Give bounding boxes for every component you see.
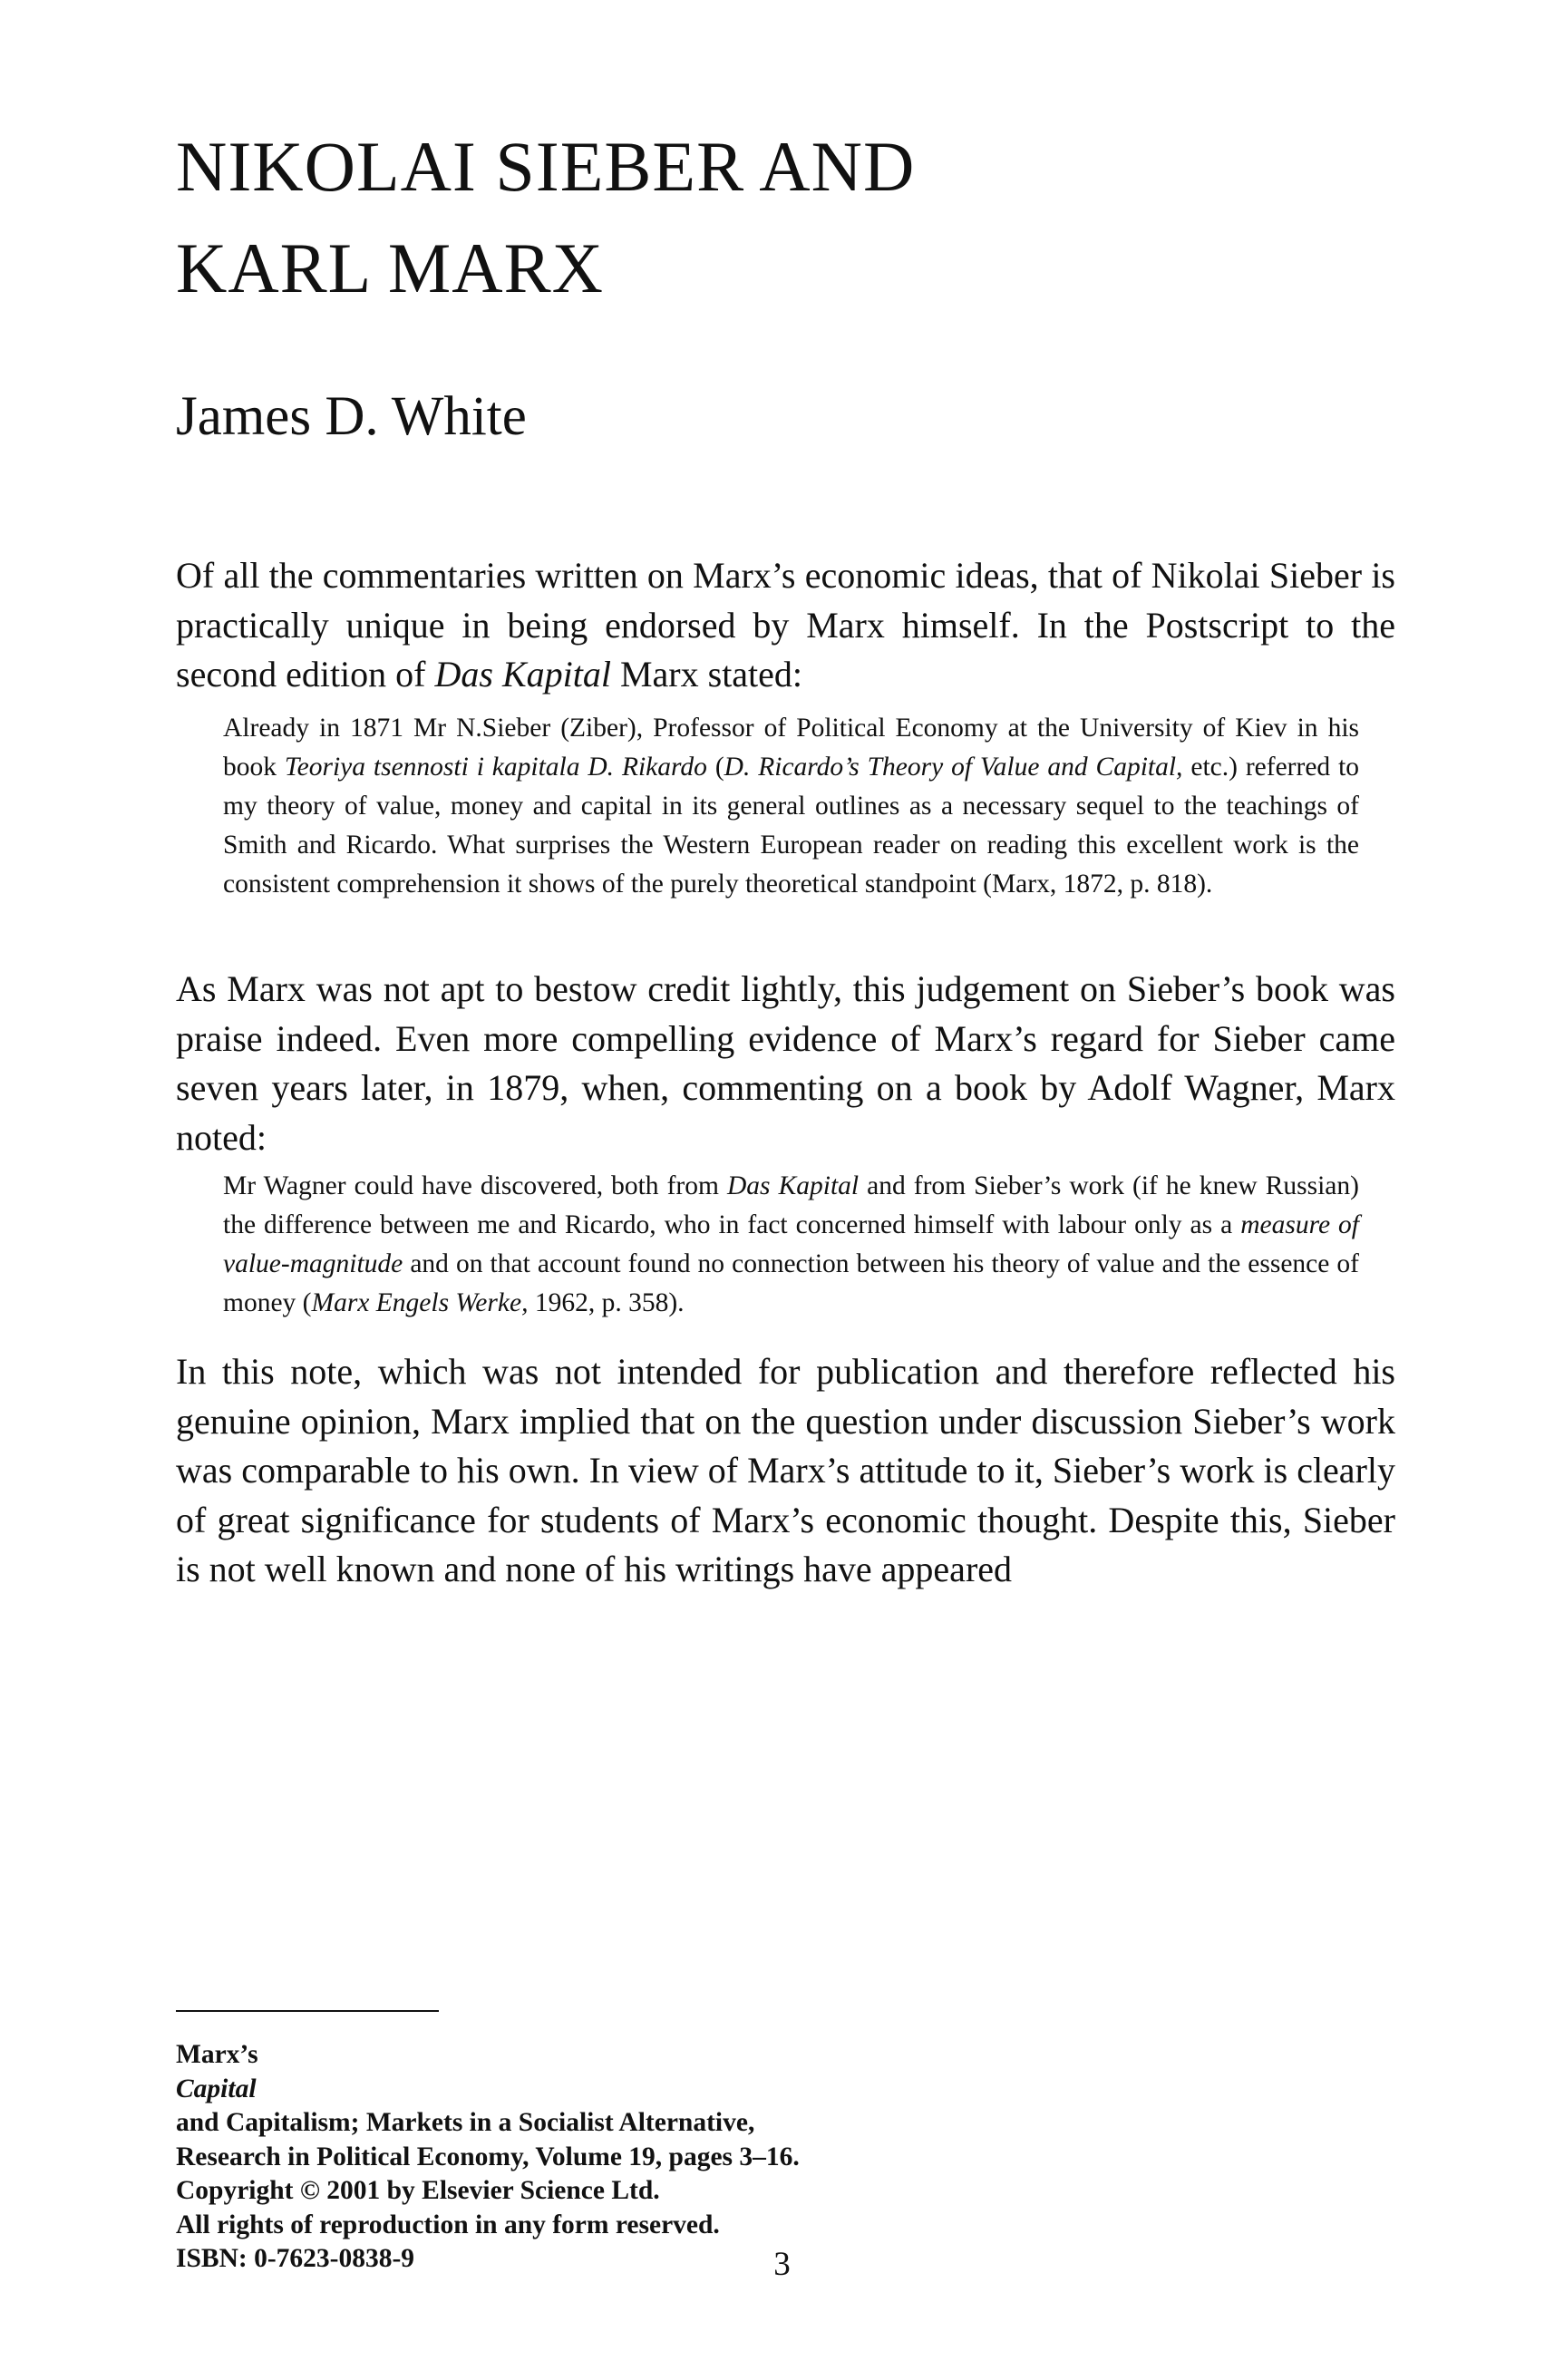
title-line-1: NIKOLAI SIEBER AND [176,127,916,206]
block-quote-marx-postscript [223,709,1359,904]
quote2-text-2: and from Sieber’s work (if he knew Russian) the difference between me and Ricardo, who in fact concerned himself with labour only as a [223,1171,1359,1239]
quote1-text-2: ( [706,753,724,782]
quote1-book-translation: D. Ricardo’s Theory of Value and Capital, [724,753,1183,782]
footnote-line-2: Research in Political Economy, Volume 19, pages 3–16. [176,2142,800,2171]
quote2-source-title: Marx Engels Werke, [311,1288,529,1317]
page-number: 3 [773,2246,791,2283]
body-paragraph-2: As Marx was not apt to bestow credit lightly, this judgement on Sieber’s book was praise indeed. Even more compelling evidence of Marx’s regard for Sieber came seven years later, in 1879, when, commenting on a book by Adolf Wagner, Marx noted: [176,968,1395,1158]
quote2-text-3: and on that account found no connection between his theory of value and the essence of money ( [223,1249,1359,1317]
intro-book-title: Das Kapital [434,654,611,695]
intro-paragraph [176,551,1395,700]
footnote-line-1 [176,2038,1264,2141]
copyright-footnote [176,2038,1264,2277]
footnote-line-5: ISBN: 0-7623-0838-9 [176,2244,415,2273]
intro-text-2: Marx stated: [610,654,803,695]
quote1-text-1: Already in 1871 Mr N.Sieber (Ziber), Professor of Political Economy at the University of Kiev in his book [223,714,1359,782]
quote2-text-4: 1962, p. 358). [528,1288,685,1317]
footnote-line-1-text-a: Marx’s [176,2040,258,2069]
quote2-emphasis: measure of value-magnitude [223,1210,1359,1278]
block-quote-marx-wagner [223,1167,1359,1323]
intro-text-1: Of all the commentaries written on Marx’s economic ideas, that of Nikolai Sieber is practically unique in being endorsed by Marx himself. In the Postscript to the second edition of [176,555,1395,695]
body-paragraph-3: In this note, which was not intended for publication and therefore reflected his genuine opinion, Marx implied that on the question under discussion Sieber’s work was comparable to his own. In view of Marx’s attitude to it, Sieber’s work is clearly of great significance for students of Marx’s economic thought. Despite this, Sieber is not well known and none of his writings have appeared [176,1351,1395,1589]
footnote-separator [176,2010,439,2012]
quote2-text-1: Mr Wagner could have discovered, both from [223,1171,727,1200]
title-line-2: KARL MARX [176,228,604,307]
quote1-text-3: etc.) referred to my theory of value, money and capital in its general outlines as a necessary sequel to the teachings of Smith and Ricardo. What surprises the Western European reader on reading this excellent work is the consistent comprehension it shows of the purely theoretical standpoint (Marx, 1872, p. 818). [223,753,1360,899]
quote2-book-title: Das Kapital [727,1171,860,1200]
footnote-line-1-text-b: and Capitalism; Markets in a Socialist Alternative, [176,2108,755,2137]
article-title [176,116,1355,319]
footnote-line-3: Copyright © 2001 by Elsevier Science Ltd. [176,2176,660,2205]
footnote-line-4: All rights of reproduction in any form reserved. [176,2210,720,2239]
quote1-book-title: Teoriya tsennosti i kapitala D. Rikardo [284,753,707,782]
footnote-line-1-italic: Capital [176,2074,257,2103]
article-author: James D. White [176,386,527,447]
